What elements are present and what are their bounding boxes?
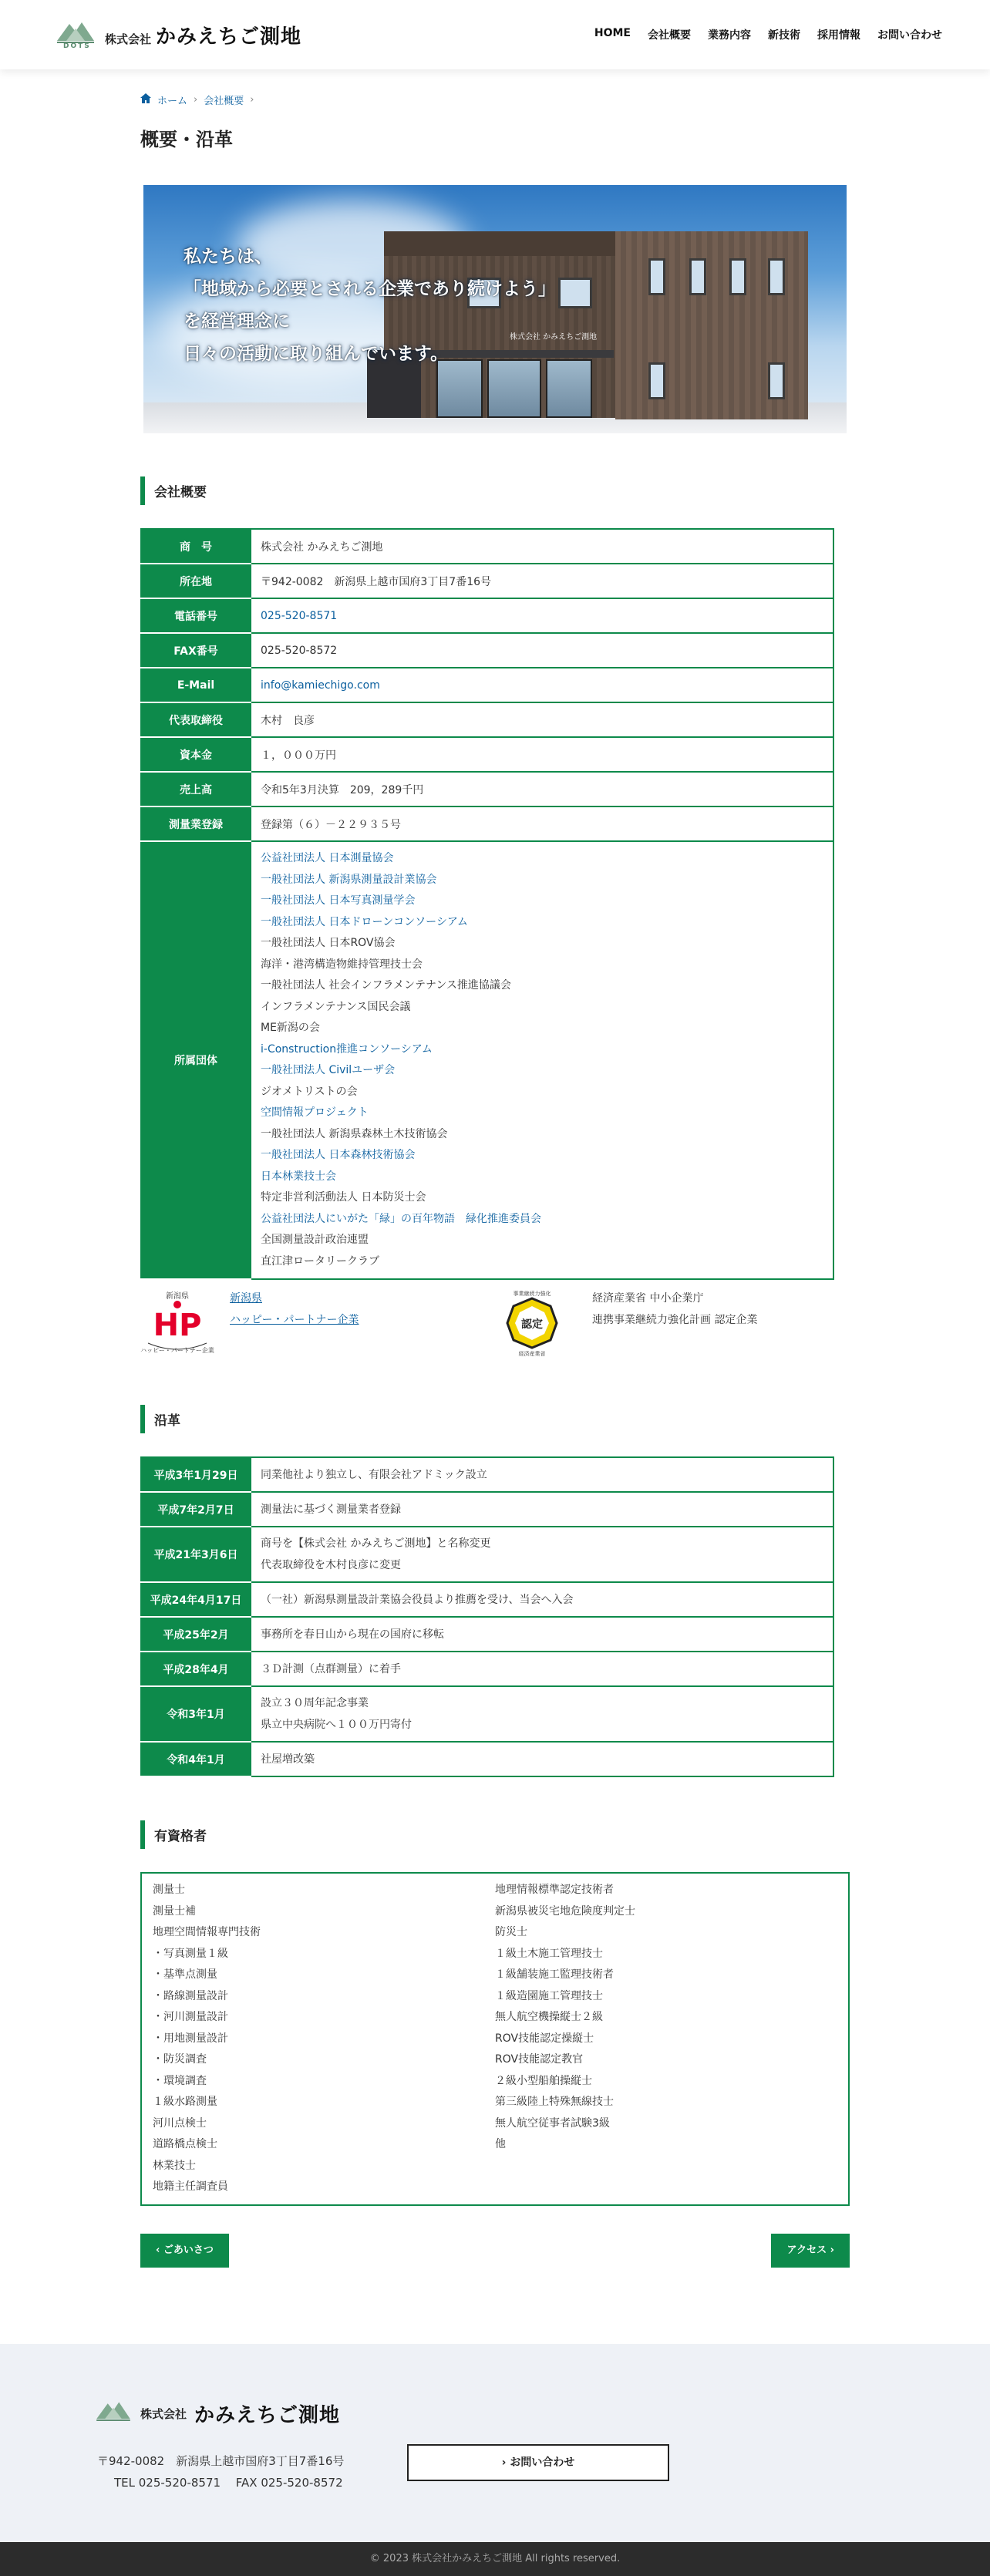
overview-label: 資本金 [141, 737, 251, 772]
history-date: 平成7年2月7日 [141, 1492, 251, 1527]
nav-recruit[interactable]: 採用情報 [817, 29, 860, 42]
overview-label: 代表取締役 [141, 702, 251, 737]
overview-row [141, 564, 833, 598]
chevron-right-icon: › [827, 2244, 834, 2256]
hero-line: 「地域から必要とされる企業であり続けよう」 [184, 278, 556, 299]
footer-logo-name: かみえちご測地 [194, 2403, 341, 2427]
qualification-item: ROV技能認定操縦士 [495, 2032, 594, 2045]
member-organization [261, 912, 823, 934]
qualification-item: ・基準点測量 [153, 1968, 217, 1981]
history-event: 同業他社より独立し、有限会社アドミック設立 [261, 1468, 487, 1481]
bcp-line2: 連携事業継続力強化計画 認定企業 [592, 1314, 758, 1326]
member-organization: 一般社団法人 日本ROV協会 [261, 937, 396, 949]
member-organization: インフラメンテナンス国民会議 [261, 1000, 411, 1013]
overview-value: 木村 良彦 [251, 702, 833, 737]
footer-phone: TEL 025-520-8571 FAX 025-520-8572 [114, 2476, 343, 2490]
member-organization-link[interactable]: 空間情報プロジェクト [261, 1106, 369, 1119]
logo-sub-text: DOTS [63, 42, 91, 50]
member-organization: 一般社団法人 新潟県森林土木技術協会 [261, 1127, 448, 1140]
member-organization: 全国測量設計政治連盟 [261, 1234, 369, 1246]
overview-value-link[interactable]: info@kamiechigo.com [261, 679, 380, 692]
overview-label: 電話番号 [141, 598, 251, 633]
breadcrumb-home[interactable]: ホーム [157, 96, 188, 107]
overview-label: 所属団体 [141, 841, 251, 1279]
access-button-label: アクセス [786, 2244, 827, 2256]
qualification-item: 河川点検士 [153, 2116, 207, 2130]
qualification-item: 地籍主任調査員 [153, 2180, 228, 2193]
footer-contact-button[interactable] [407, 2444, 669, 2481]
footer-logo-prefix: 株式会社 [140, 2406, 187, 2421]
nav-technology[interactable]: 新技術 [768, 29, 800, 42]
seal-bottom-text: 経済産業省 [518, 1351, 546, 1357]
copyright: © 2023 株式会社かみえちご測地 All rights reserved. [0, 2542, 990, 2576]
seal-center-text: 認定 [521, 1318, 543, 1331]
bcp-certification-badge [495, 1288, 850, 1357]
qualification-item: 測量士 [153, 1884, 185, 1896]
overview-value: 株式会社 かみえちご測地 [251, 529, 833, 564]
qualifications-left-column [153, 1880, 495, 2198]
hp-partner-link[interactable]: ハッピー・パートナー企業 [230, 1314, 359, 1326]
history-event: 測量法に基づく測量業者登録 [261, 1503, 401, 1516]
seal-top-text: 事業継続力強化 [513, 1291, 551, 1297]
qualification-item: 道路橋点検士 [153, 2138, 217, 2150]
footer-logo[interactable] [94, 2398, 340, 2429]
member-organization [261, 1145, 823, 1167]
member-organization-link[interactable]: 一般社団法人 日本ドローンコンソーシアム [261, 915, 468, 928]
qualification-item: 地理空間情報専門技術 [153, 1926, 261, 1938]
hero-image [143, 185, 847, 433]
qualification-item: ・路線測量設計 [153, 1989, 228, 2002]
hero-line: を経営理念に [184, 311, 290, 332]
member-organization [261, 1039, 823, 1061]
overview-row [141, 737, 833, 772]
history-row [141, 1686, 833, 1742]
member-organization-link[interactable]: 公益社団法人 日本測量協会 [261, 852, 394, 864]
member-organization-link[interactable]: i-Construction推進コンソーシアム [261, 1042, 433, 1056]
qualification-item: ・防災調査 [153, 2053, 207, 2066]
member-organization: 特定非営利活動法人 日本防災士会 [261, 1191, 426, 1204]
qualification-item: ROV技能認定教官 [495, 2053, 584, 2066]
member-organization [261, 1060, 823, 1082]
history-event: 事務所を春日山から現在の国府に移転 [261, 1628, 444, 1641]
history-event: （一社）新潟県測量設計業協会役員より推薦を受け、当会へ入会 [261, 1593, 574, 1606]
overview-value: 〒942-0082 新潟県上越市国府3丁目7番16号 [251, 564, 833, 598]
history-row [141, 1457, 833, 1492]
history-event: 商号を【株式会社 かみえちご測地】と名称変更 [261, 1537, 491, 1550]
qualification-item: ・環境調査 [153, 2074, 207, 2087]
overview-row [141, 529, 833, 564]
certified-seal-icon [495, 1288, 569, 1357]
history-event: ３Ｄ計測（点群測量）に着手 [261, 1662, 401, 1675]
overview-row [141, 702, 833, 737]
qualification-item: 他 [495, 2138, 506, 2150]
overview-label: 所在地 [141, 564, 251, 598]
history-event: 代表取締役を木村良彦に変更 [261, 1559, 401, 1571]
greeting-button[interactable] [140, 2234, 229, 2268]
footer-address-block [97, 2450, 344, 2494]
history-row [141, 1492, 833, 1527]
member-organization [261, 1209, 823, 1231]
hp-prefecture-link[interactable]: 新潟県 [230, 1292, 262, 1305]
member-organization-link[interactable]: 一般社団法人 日本写真測量学会 [261, 894, 416, 907]
mountain-logo-icon [94, 2398, 133, 2429]
qualification-item: 防災士 [495, 1926, 527, 1938]
history-event: 社屋増改築 [261, 1753, 315, 1766]
footer-address: 〒942-0082 新潟県上越市国府3丁目7番16号 [97, 2454, 345, 2468]
overview-label: FAX番号 [141, 633, 251, 668]
member-organization-link[interactable]: 一般社団法人 日本森林技術協会 [261, 1149, 416, 1161]
overview-label: 商 号 [141, 529, 251, 564]
nav-company[interactable]: 会社概要 [648, 29, 691, 42]
member-organization [261, 848, 823, 870]
logo-company-name: かみえちご測地 [156, 25, 302, 49]
member-organization: 直江津ロータリークラブ [261, 1254, 379, 1268]
member-organization: ジオメトリストの会 [261, 1085, 358, 1098]
history-event: 設立３０周年記念事業 [261, 1697, 369, 1709]
history-date: 令和4年1月 [141, 1742, 251, 1776]
happy-partner-logo-icon [140, 1288, 214, 1357]
nav-home[interactable]: HOME [594, 27, 631, 39]
history-date: 平成25年2月 [141, 1617, 251, 1652]
hp-logo-caption: ハッピー・パートナー企業 [140, 1347, 214, 1354]
history-date: 平成24年4月17日 [141, 1582, 251, 1617]
hp-logo-small: 新潟県 [166, 1292, 189, 1301]
member-organization [261, 870, 823, 891]
main-nav [594, 27, 942, 42]
member-organization-link[interactable]: 一般社団法人 Civilユーザ会 [261, 1064, 396, 1076]
qualification-item: ・用地測量設計 [153, 2032, 228, 2045]
qualification-item: ２級小型船舶操縦士 [495, 2074, 592, 2087]
history-date: 平成28年4月 [141, 1652, 251, 1686]
site-logo[interactable] [56, 18, 301, 52]
overview-row-members [141, 841, 833, 1279]
member-organization [261, 1167, 823, 1188]
hero-line: 日々の活動に取り組んでいます。 [184, 343, 449, 364]
member-organization: ME新潟の会 [261, 1022, 320, 1034]
certification-badges [140, 1288, 850, 1362]
section-title-history: 沿革 [140, 1405, 850, 1433]
history-date: 令和3年1月 [141, 1686, 251, 1742]
breadcrumb-current[interactable]: 会社概要 [204, 96, 244, 107]
member-organization-list [261, 842, 823, 1278]
member-organization [261, 891, 823, 912]
site-footer [0, 2344, 990, 2542]
overview-value: 令和5年3月決算 209，289千円 [251, 772, 833, 806]
qualification-item: ・写真測量１級 [153, 1947, 228, 1960]
logo-prefix: 株式会社 [105, 32, 152, 46]
overview-value [251, 668, 833, 702]
overview-value: １，０００万円 [251, 737, 833, 772]
nav-services[interactable]: 業務内容 [708, 29, 751, 42]
history-row [141, 1742, 833, 1776]
history-date: 平成21年3月6日 [141, 1527, 251, 1582]
qualification-item: １級水路測量 [153, 2096, 217, 2108]
overview-row [141, 598, 833, 633]
site-header [0, 0, 990, 69]
access-button[interactable] [771, 2234, 850, 2268]
main-content [140, 93, 850, 2268]
qualification-item: 測量士補 [153, 1904, 196, 1918]
qualification-item: ・河川測量設計 [153, 2011, 228, 2023]
member-organization: 海洋・港湾構造物維持管理技士会 [261, 958, 423, 971]
qualification-item: １級造園施工管理技士 [495, 1989, 603, 2002]
qualification-item: １級舗装施工監理技術者 [495, 1968, 614, 1981]
section-title-overview: 会社概要 [140, 476, 850, 505]
greeting-button-label: ごあいさつ [163, 2244, 214, 2256]
page-title: 概要・沿革 [140, 129, 233, 150]
qualification-item: 林業技士 [153, 2159, 196, 2172]
home-icon [140, 93, 151, 106]
history-event: 県立中央病院へ１００万円寄付 [261, 1719, 412, 1731]
history-row [141, 1617, 833, 1652]
hp-logo-letters: HP [153, 1308, 202, 1343]
qualification-item: 地理情報標準認定技術者 [495, 1884, 614, 1896]
overview-row [141, 633, 833, 668]
chevron-right-icon: › [501, 2456, 510, 2469]
history-date: 平成3年1月29日 [141, 1457, 251, 1492]
overview-label: E-Mail [141, 668, 251, 702]
building-sign: 株式会社 かみえちご測地 [510, 333, 598, 342]
overview-label: 測量業登録 [141, 806, 251, 841]
qualifications-box [140, 1872, 850, 2206]
section-title-qualifications: 有資格者 [140, 1820, 850, 1849]
qualification-item: １級土木施工管理技士 [495, 1947, 603, 1960]
qualification-item: 第三級陸上特殊無線技士 [495, 2096, 614, 2108]
breadcrumb [140, 93, 850, 107]
history-row [141, 1527, 833, 1582]
member-organization: 一般社団法人 社会インフラメンテナンス推進協議会 [261, 979, 511, 992]
overview-value-link[interactable]: 025-520-8571 [261, 609, 338, 622]
overview-row [141, 668, 833, 702]
member-organization [261, 1103, 823, 1124]
qualification-item: 新潟県被災宅地危険度判定士 [495, 1904, 635, 1918]
overview-value: 登録第（６）－２２９３５号 [251, 806, 833, 841]
qualifications-right-column [495, 1880, 837, 2198]
mountain-logo-icon [56, 18, 96, 52]
overview-row [141, 772, 833, 806]
overview-row [141, 806, 833, 841]
member-organization-link[interactable]: 一般社団法人 新潟県測量設計業協会 [261, 873, 437, 886]
qualification-item: 無人航空従事者試験3級 [495, 2116, 610, 2130]
chevron-right-icon: › [194, 94, 198, 106]
footer-contact-label: お問い合わせ [510, 2456, 575, 2469]
hero-message [184, 241, 556, 370]
history-row [141, 1652, 833, 1686]
happy-partner-badge [140, 1288, 495, 1357]
qualification-item: 無人航空機操縦士２級 [495, 2011, 603, 2023]
overview-value: 025-520-8572 [251, 633, 833, 668]
overview-label: 売上高 [141, 772, 251, 806]
company-overview-table [140, 528, 834, 1280]
member-organization-link[interactable]: 日本林業技士会 [261, 1170, 336, 1183]
history-row [141, 1582, 833, 1617]
bcp-line1: 経済産業省 中小企業庁 [592, 1292, 704, 1305]
overview-value [251, 598, 833, 633]
hero-line: 私たちは、 [184, 246, 272, 267]
history-table [140, 1456, 834, 1777]
nav-contact[interactable]: お問い合わせ [877, 29, 942, 42]
member-organization-link[interactable]: 公益社団法人にいがた「緑」の百年物語 緑化推進委員会 [261, 1212, 541, 1225]
chevron-left-icon: ‹ [156, 2244, 163, 2256]
chevron-right-icon: › [250, 94, 254, 106]
